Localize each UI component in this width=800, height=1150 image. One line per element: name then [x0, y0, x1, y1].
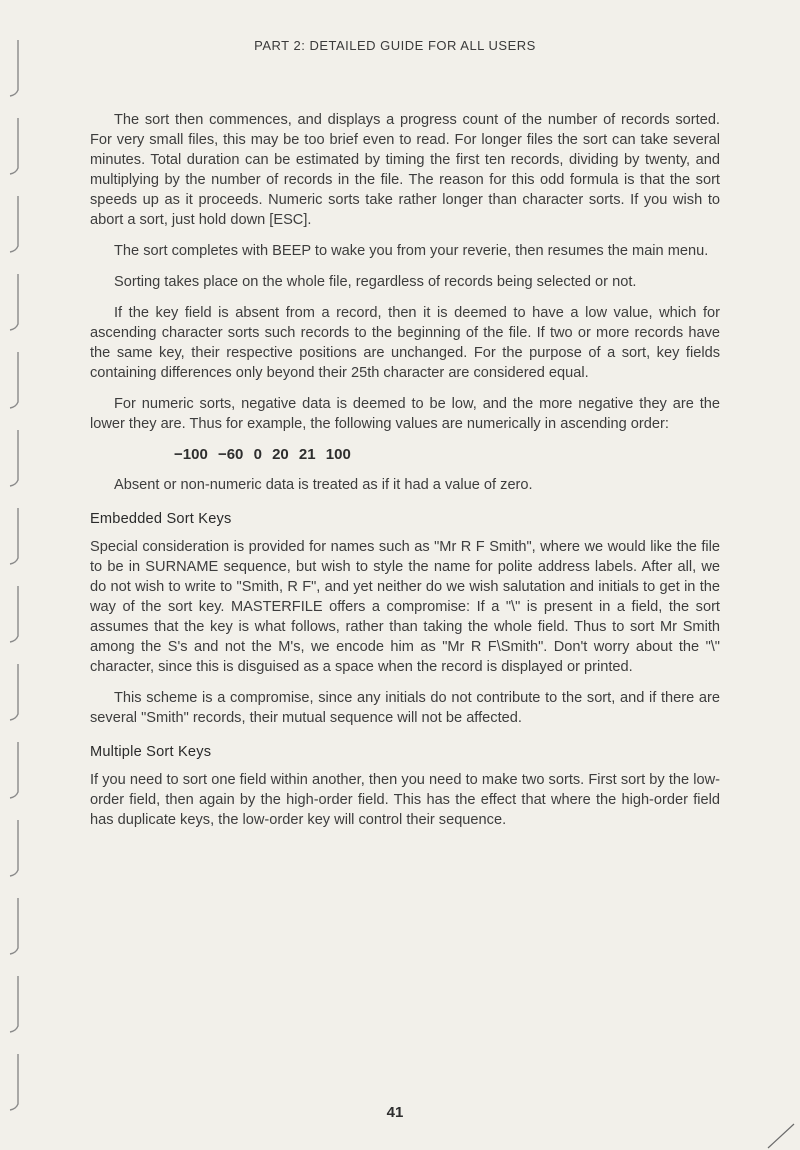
- paragraph-key-absent: If the key field is absent from a record, then it is deemed to have a low value, which for ascending character sorts such records to the beginning of the file. If two or more records have the same key, their respective positions are unchanged. For the purpose of a sort, key fields containing differences only beyond their 25th character are considered equal.: [90, 305, 720, 381]
- paragraph-sort-progress: The sort then commences, and displays a progress count of the number of records sorted. For very small files, this may be too brief even to read. For longer files the sort can take several minutes. Total duration can be estimated by timing the first ten records, dividing by twenty, and multiplying by the number of records in the file. The reason for this odd formula is that the sort speeds up as it proceeds. Numeric sorts take rather longer than character sorts. If you wish to abort a sort, just hold down [ESC].: [90, 112, 720, 228]
- heading-multiple-sort-keys: Multiple Sort Keys: [90, 744, 212, 760]
- pen-mark: [760, 1110, 800, 1150]
- running-header: PART 2: DETAILED GUIDE FOR ALL USERS: [254, 38, 536, 53]
- heading-embedded-sort-keys: Embedded Sort Keys: [90, 511, 232, 527]
- page-number: 41: [386, 1104, 404, 1121]
- paragraph-compromise: This scheme is a compromise, since any initials do not contribute to the sort, and if there are several "Smith" records, their mutual sequence will not be affected.: [90, 690, 720, 726]
- paragraph-special-consideration: Special consideration is provided for names such as "Mr R F Smith", where we would like the file to be in SURNAME sequence, but wish to style the name for polite address labels. After all, we do not wish to write to "Smith, R F", and yet neither do we wish salutation and initials to get in the way of the sort key. MASTERFILE offers a compromise: If a "\" is present in a field, the sort assumes that the key is what follows, rather than taking the whole field. Thus to sort Mr Smith among the S's and not the M's, we encode him as "Mr R F\Smith". Don't worry about the "\" character, since this is disguised as a space when the record is displayed or printed.: [90, 539, 720, 675]
- paragraph-two-sorts: If you need to sort one field within another, then you need to make two sorts. First sort by the low-order field, then again by the high-order field. This has the effect that where the high-order field has duplicate keys, the low-order key will control their sequence.: [90, 772, 720, 828]
- paragraph-absent-data: Absent or non-numeric data is treated as if it had a value of zero.: [114, 477, 533, 493]
- paragraph-sort-complete: The sort completes with BEEP to wake you from your reverie, then resumes the main menu.: [114, 243, 709, 259]
- paragraph-whole-file: Sorting takes place on the whole file, regardless of records being selected or not.: [114, 274, 637, 290]
- paragraph-numeric-sorts: For numeric sorts, negative data is deemed to be low, and the more negative they are the lower they are. Thus for example, the following values are numerically in ascending order:: [90, 396, 720, 432]
- binding-marks: [0, 0, 40, 1150]
- page-body: [90, 110, 720, 841]
- example-values: −100 −60 0 20 21 100: [174, 446, 351, 463]
